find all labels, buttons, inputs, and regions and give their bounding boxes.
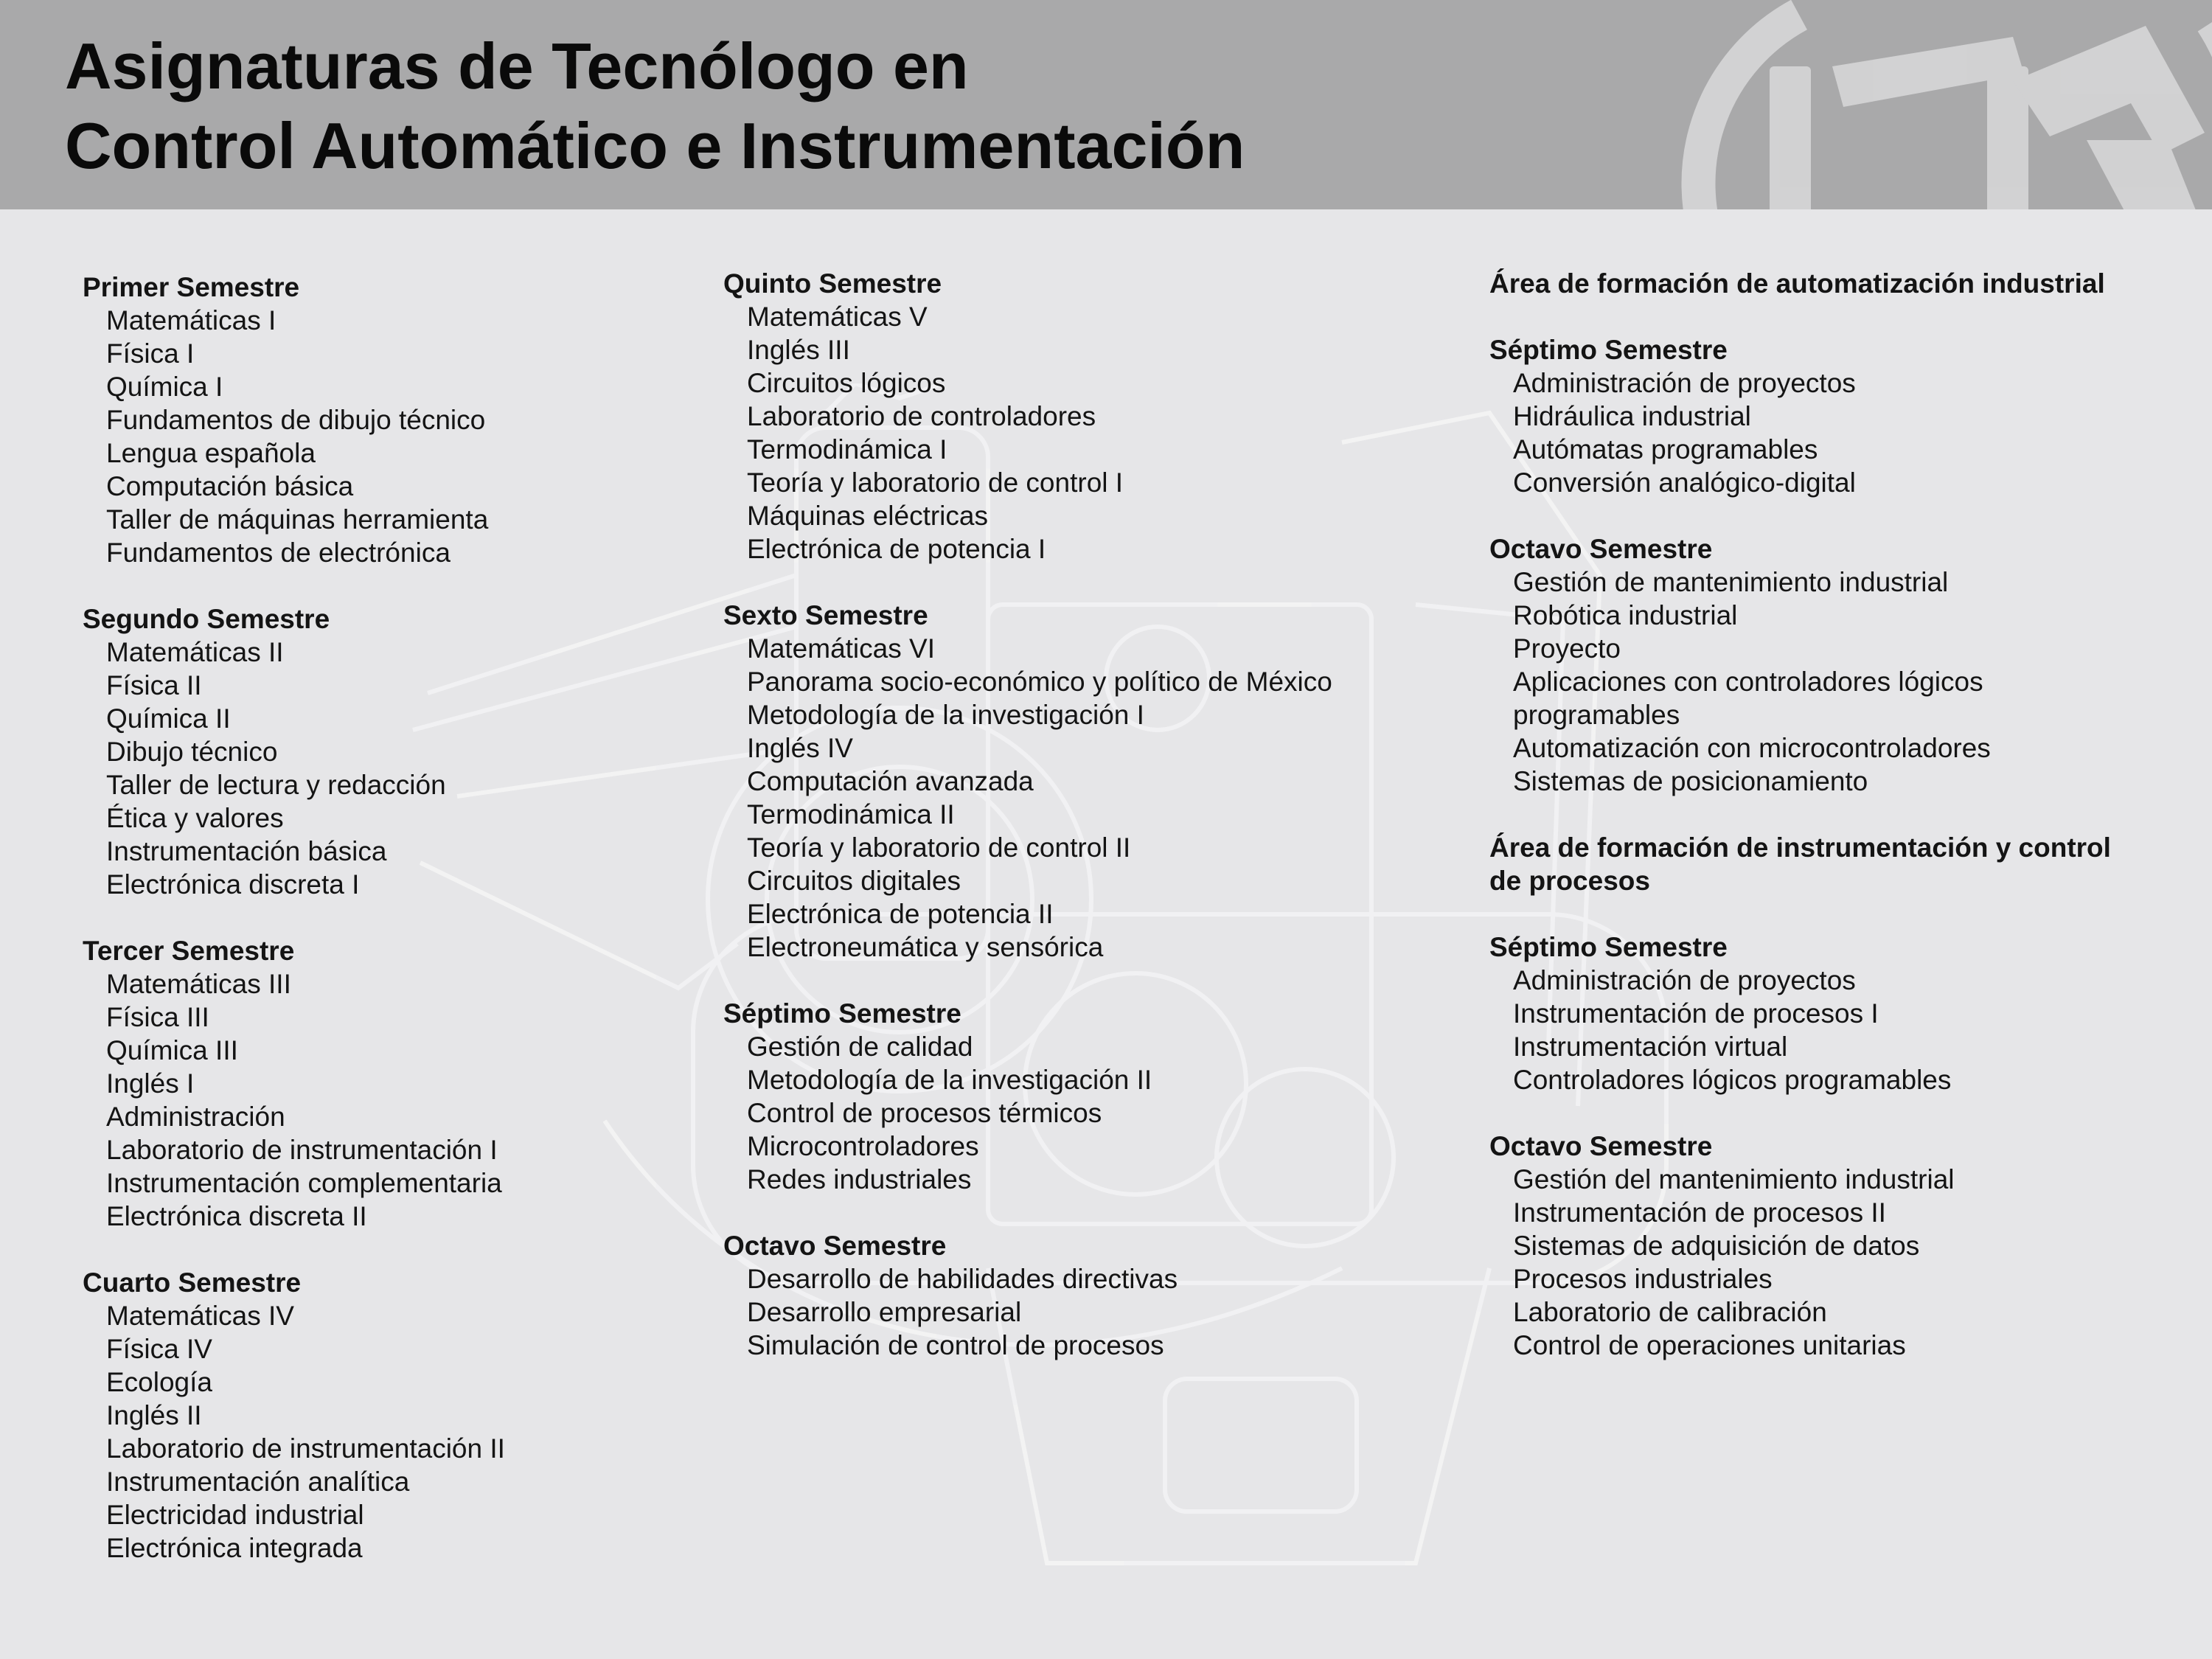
semester-heading: Sexto Semestre [723, 600, 928, 630]
subject-item: Química I [106, 372, 223, 402]
area-heading-automation: Área de formación de automatización industrial [1489, 268, 2105, 299]
subject-item: Circuitos lógicos [747, 368, 946, 398]
subject-item: Gestión de calidad [747, 1032, 973, 1062]
subject-item: Lengua española [106, 438, 316, 468]
semester-section [83, 934, 505, 1233]
subject-item: Conversión analógico-digital [1513, 467, 1856, 498]
semester-heading: Quinto Semestre [723, 268, 942, 299]
subject-item: Matemáticas V [747, 302, 928, 332]
subject-item: Administración [106, 1102, 285, 1132]
subject-item: Taller de lectura y redacción [106, 770, 446, 800]
semester-heading: Octavo Semestre [1489, 534, 1713, 564]
subject-item: Desarrollo de habilidades directivas [747, 1264, 1178, 1294]
subject-item: Instrumentación de procesos I [1513, 998, 1879, 1029]
semester-section [83, 602, 505, 901]
subject-item: Fundamentos de electrónica [106, 538, 451, 568]
subject-item: Control de procesos térmicos [747, 1098, 1102, 1128]
subject-item: Matemáticas II [106, 637, 284, 667]
semester-section [723, 267, 1332, 566]
subject-item: Computación avanzada [747, 766, 1034, 796]
semester-section [1489, 532, 2153, 798]
subject-item: Inglés II [106, 1400, 202, 1430]
subject-item: Química II [106, 703, 231, 734]
subject-item: Matemáticas VI [747, 633, 935, 664]
subject-item: Procesos industriales [1513, 1264, 1773, 1294]
subject-item: Desarrollo empresarial [747, 1297, 1022, 1327]
subject-item: Laboratorio de instrumentación I [106, 1135, 498, 1165]
semester-section [83, 1266, 505, 1565]
subject-item: Proyecto [1513, 633, 1621, 664]
title-line-1: Asignaturas de Tecnólogo en [65, 29, 969, 102]
subject-item: Metodología de la investigación I [747, 700, 1144, 730]
subject-item: Ética y valores [106, 803, 284, 833]
subject-item: Inglés III [747, 335, 850, 365]
subject-item: Computación básica [106, 471, 354, 501]
page-title [65, 27, 1245, 186]
semester-heading: Octavo Semestre [1489, 1131, 1713, 1161]
semester-section [723, 997, 1332, 1196]
subject-item: Hidráulica industrial [1513, 401, 1751, 431]
subject-item: Electroneumática y sensórica [747, 932, 1104, 962]
subject-item-text: Aplicaciones con controladores lógicos programables [1513, 667, 1983, 730]
semester-heading: Séptimo Semestre [1489, 335, 1728, 365]
semester-heading: Cuarto Semestre [83, 1267, 302, 1298]
subject-item: Electrónica discreta II [106, 1201, 367, 1231]
subject-item: Simulación de control de procesos [747, 1330, 1164, 1360]
semester-heading: Tercer Semestre [83, 936, 295, 966]
subject-item: Física III [106, 1002, 209, 1032]
semester-section [1489, 1130, 2153, 1362]
subject-item [1489, 665, 2029, 731]
subject-item: Ecología [106, 1367, 212, 1397]
subject-item: Sistemas de adquisición de datos [1513, 1231, 1920, 1261]
subject-item: Autómatas programables [1513, 434, 1818, 465]
subject-item: Dibujo técnico [106, 737, 278, 767]
semester-heading: Séptimo Semestre [1489, 932, 1728, 962]
subject-item: Instrumentación de procesos II [1513, 1197, 1886, 1228]
header-banner [0, 0, 2212, 209]
subject-item: Robótica industrial [1513, 600, 1738, 630]
subject-item: Química III [106, 1035, 238, 1065]
subject-item: Controladores lógicos programables [1513, 1065, 1952, 1095]
subject-item: Instrumentación analítica [106, 1467, 410, 1497]
subject-item: Termodinámica II [747, 799, 955, 830]
subject-item: Matemáticas I [106, 305, 276, 335]
subject-item: Taller de máquinas herramienta [106, 504, 489, 535]
subject-item: Circuitos digitales [747, 866, 961, 896]
subject-item: Laboratorio de calibración [1513, 1297, 1827, 1327]
subject-item: Redes industriales [747, 1164, 972, 1194]
semester-section [83, 271, 505, 569]
area-heading-instrumentation: Área de formación de instrumentación y control de procesos [1489, 832, 2111, 896]
subject-item: Matemáticas III [106, 969, 291, 999]
subject-item: Electrónica de potencia I [747, 534, 1046, 564]
subject-item: Inglés IV [747, 733, 853, 763]
subject-item: Panorama socio-económico y político de México [747, 667, 1332, 697]
semester-heading: Octavo Semestre [723, 1231, 947, 1261]
semester-section [723, 599, 1332, 964]
subject-item: Fundamentos de dibujo técnico [106, 405, 486, 435]
semester-heading: Segundo Semestre [83, 604, 330, 634]
semester-section [1489, 333, 2153, 499]
subject-item: Automatización con microcontroladores [1513, 733, 1991, 763]
subject-item: Electrónica discreta I [106, 869, 360, 900]
subject-item: Teoría y laboratorio de control I [747, 467, 1124, 498]
subject-item: Inglés I [106, 1068, 195, 1099]
subject-item: Electrónica integrada [106, 1533, 363, 1563]
subject-item: Sistemas de posicionamiento [1513, 766, 1868, 796]
subject-item: Administración de proyectos [1513, 368, 1856, 398]
subject-item: Administración de proyectos [1513, 965, 1856, 995]
semester-section [723, 1229, 1332, 1362]
semester-heading: Séptimo Semestre [723, 998, 961, 1029]
column-specialty-areas [1489, 267, 2153, 1395]
subject-item: Electricidad industrial [106, 1500, 364, 1530]
subject-item: Instrumentación virtual [1513, 1032, 1788, 1062]
subject-item: Laboratorio de controladores [747, 401, 1096, 431]
subject-item: Termodinámica I [747, 434, 947, 465]
subject-item: Física II [106, 670, 202, 700]
ipn-style-logo-icon [1578, 0, 2212, 209]
subject-item: Laboratorio de instrumentación II [106, 1433, 505, 1464]
subject-item: Microcontroladores [747, 1131, 979, 1161]
subject-item: Electrónica de potencia II [747, 899, 1054, 929]
subject-item: Metodología de la investigación II [747, 1065, 1152, 1095]
subject-item: Teoría y laboratorio de control II [747, 832, 1131, 863]
title-line-2: Control Automático e Instrumentación [65, 109, 1245, 182]
subject-item: Control de operaciones unitarias [1513, 1330, 1906, 1360]
subject-item: Física IV [106, 1334, 212, 1364]
subject-item: Gestión del mantenimiento industrial [1513, 1164, 1955, 1194]
subject-item: Gestión de mantenimiento industrial [1513, 567, 1949, 597]
subject-item: Máquinas eléctricas [747, 501, 988, 531]
column-semesters-1-4 [83, 271, 505, 1598]
semester-heading: Primer Semestre [83, 272, 300, 302]
column-semesters-5-8 [723, 267, 1332, 1395]
semester-section [1489, 931, 2153, 1096]
subject-item: Matemáticas IV [106, 1301, 294, 1331]
subject-item: Instrumentación complementaria [106, 1168, 502, 1198]
subject-item: Instrumentación básica [106, 836, 387, 866]
subject-item: Física I [106, 338, 195, 369]
